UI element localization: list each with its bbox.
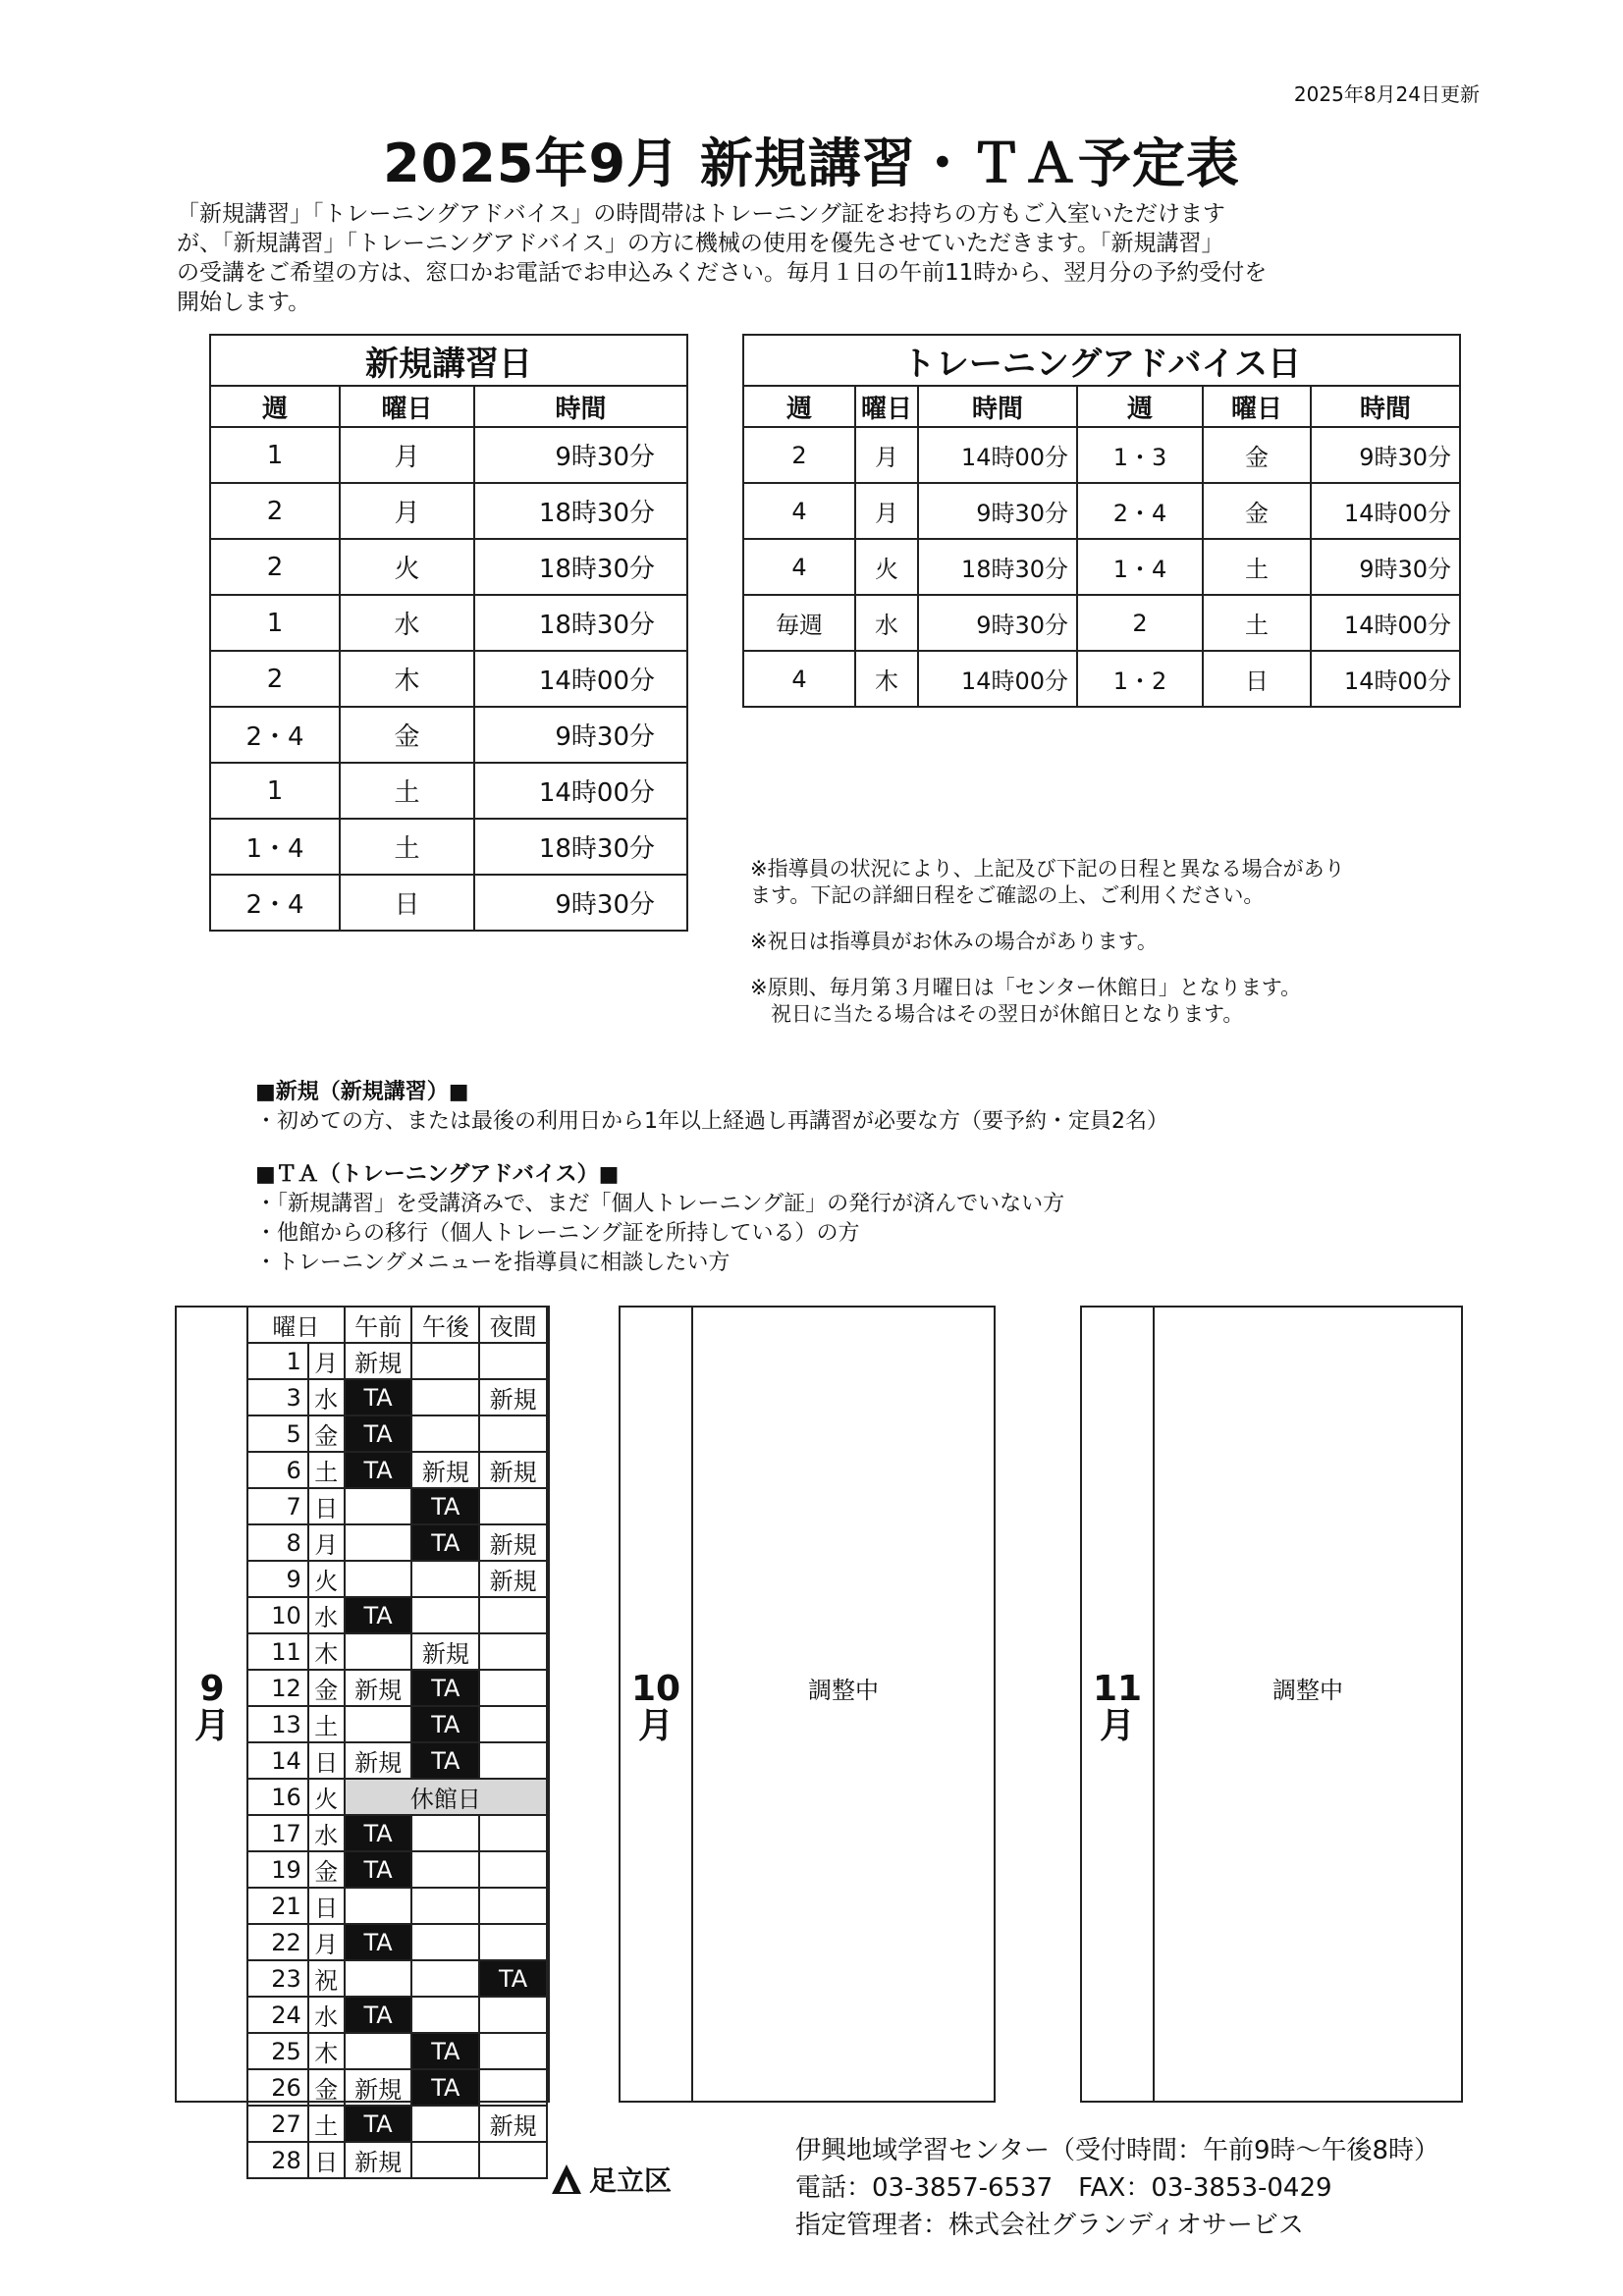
intro-line: の受講をご希望の方は、窓口かお電話でお申込みください。毎月１日の午前11時から、翌月分の予約受付を xyxy=(177,260,1268,286)
notes xyxy=(750,856,1345,1047)
weekday-cell: 金 xyxy=(1203,427,1311,483)
calendar-row xyxy=(247,2142,547,2178)
calendar-row xyxy=(247,1597,547,1633)
weekday-cell: 日 xyxy=(308,1888,345,1924)
week-cell: 2・4 xyxy=(210,875,340,931)
month-label-october xyxy=(621,1308,693,2101)
week-cell: 1 xyxy=(210,427,340,483)
day-cell: 1 xyxy=(247,1343,308,1379)
day-cell: 7 xyxy=(247,1488,308,1524)
ta-item: ・「新規講習」を受講済みで、まだ「個人トレーニング証」の発行が済んでいない方 xyxy=(255,1192,1065,1216)
weekday-cell: 火 xyxy=(855,539,918,595)
day-cell: 6 xyxy=(247,1452,308,1488)
day-cell: 8 xyxy=(247,1524,308,1561)
afternoon-cell: TA xyxy=(411,1706,479,1742)
header-time: 時間 xyxy=(918,386,1077,427)
time-cell: 18時30分 xyxy=(474,539,687,595)
calendar-row xyxy=(247,1452,547,1488)
night-cell: 新規 xyxy=(479,1524,547,1561)
month-label-text: 11 月 xyxy=(1092,1669,1143,1746)
day-cell: 25 xyxy=(247,2033,308,2069)
table-row xyxy=(743,427,1460,483)
time-cell: 14時00分 xyxy=(918,651,1077,707)
weekday-cell: 土 xyxy=(308,1452,345,1488)
afternoon-cell: TA xyxy=(411,2033,479,2069)
calendar-row xyxy=(247,1997,547,2033)
morning-cell: 新規 xyxy=(345,2142,412,2178)
weekday-cell: 日 xyxy=(308,1742,345,1779)
page-title: 2025年9月 新規講習・ＴＡ予定表 xyxy=(383,133,1240,194)
morning-cell: TA xyxy=(345,1415,412,1452)
morning-cell: TA xyxy=(345,1379,412,1415)
weekday-cell: 祝 xyxy=(308,1960,345,1997)
night-cell xyxy=(479,1670,547,1706)
day-cell: 16 xyxy=(247,1779,308,1815)
weekday-cell: 土 xyxy=(308,2106,345,2142)
header-weekday: 曜日 xyxy=(1203,386,1311,427)
week-cell: 2 xyxy=(210,651,340,707)
morning-cell xyxy=(345,1561,412,1597)
time-cell: 14時00分 xyxy=(474,763,687,819)
night-cell: 新規 xyxy=(479,1452,547,1488)
weekday-cell: 月 xyxy=(308,1524,345,1561)
logo-text: 足立区 xyxy=(589,2164,673,2197)
header-weekday: 曜日 xyxy=(340,386,474,427)
footer-info xyxy=(795,2132,1439,2244)
new-item: ・初めての方、または最後の利用日から1年以上経過し再講習が必要な方（要予約・定員2名） xyxy=(255,1109,1168,1134)
afternoon-cell xyxy=(411,1597,479,1633)
weekday-cell: 火 xyxy=(340,539,474,595)
afternoon-cell xyxy=(411,1343,479,1379)
time-cell: 14時00分 xyxy=(918,427,1077,483)
calendar-row xyxy=(247,1742,547,1779)
weekday-cell: 水 xyxy=(855,595,918,651)
adachi-mark-icon xyxy=(550,2163,583,2196)
october-status: 調整中 xyxy=(808,1677,879,1704)
afternoon-cell: TA xyxy=(411,1670,479,1706)
header-weekday: 曜日 xyxy=(855,386,918,427)
afternoon-cell xyxy=(411,1924,479,1960)
morning-cell xyxy=(345,1888,412,1924)
weekday-cell: 土 xyxy=(340,763,474,819)
note-line: ※指導員の状況により、上記及び下記の日程と異なる場合があり xyxy=(750,857,1345,881)
weekday-cell: 火 xyxy=(308,1561,345,1597)
time-cell: 18時30分 xyxy=(474,483,687,539)
ta-heading: ■ＴＡ（トレーニングアドバイス）■ xyxy=(255,1162,620,1187)
day-cell: 10 xyxy=(247,1597,308,1633)
week-cell: 1・2 xyxy=(1077,651,1203,707)
night-cell: 新規 xyxy=(479,1561,547,1597)
weekday-cell: 水 xyxy=(308,1997,345,2033)
weekday-cell: 月 xyxy=(855,483,918,539)
night-cell xyxy=(479,1815,547,1851)
table-row xyxy=(743,539,1460,595)
september-schedule-table xyxy=(246,1306,548,2179)
calendar-row xyxy=(247,1633,547,1670)
table-row xyxy=(210,427,687,483)
table-row xyxy=(743,595,1460,651)
morning-cell xyxy=(345,1524,412,1561)
day-cell: 21 xyxy=(247,1888,308,1924)
adachi-logo xyxy=(550,2160,672,2199)
time-cell: 18時30分 xyxy=(918,539,1077,595)
afternoon-cell: TA xyxy=(411,1488,479,1524)
night-cell xyxy=(479,1488,547,1524)
afternoon-cell xyxy=(411,1415,479,1452)
updated-date: 2025年8月24日更新 xyxy=(1293,82,1480,106)
header-weekday: 曜日 xyxy=(247,1307,345,1343)
intro-text xyxy=(177,199,1453,317)
october-calendar xyxy=(619,1306,996,2103)
time-cell: 14時00分 xyxy=(474,651,687,707)
calendar-row xyxy=(247,2033,547,2069)
afternoon-cell xyxy=(411,2106,479,2142)
morning-cell xyxy=(345,1706,412,1742)
month-label-text: 10 月 xyxy=(630,1669,681,1746)
time-cell: 9時30分 xyxy=(1311,427,1460,483)
note xyxy=(750,975,1345,1028)
afternoon-cell: 新規 xyxy=(411,1633,479,1670)
month-label-november xyxy=(1082,1308,1155,2101)
closed-cell: 休館日 xyxy=(345,1779,547,1815)
weekday-cell: 土 xyxy=(308,1706,345,1742)
footer-line: 伊興地域学習センター（受付時間：午前9時～午後8時） xyxy=(795,2136,1440,2165)
afternoon-cell xyxy=(411,1815,479,1851)
night-cell xyxy=(479,2069,547,2106)
weekday-cell: 金 xyxy=(308,1415,345,1452)
week-cell: 4 xyxy=(743,651,855,707)
header-morning: 午前 xyxy=(345,1307,412,1343)
day-cell: 14 xyxy=(247,1742,308,1779)
calendar-row xyxy=(247,1488,547,1524)
day-cell: 23 xyxy=(247,1960,308,1997)
time-cell: 14時00分 xyxy=(1311,483,1460,539)
table-row xyxy=(210,707,687,763)
calendar-row xyxy=(247,1343,547,1379)
afternoon-cell: TA xyxy=(411,2069,479,2106)
day-cell: 28 xyxy=(247,2142,308,2178)
weekday-cell: 日 xyxy=(308,2142,345,2178)
night-cell xyxy=(479,2033,547,2069)
note xyxy=(750,856,1345,909)
week-cell: 2 xyxy=(1077,595,1203,651)
morning-cell: TA xyxy=(345,1815,412,1851)
header-week: 週 xyxy=(210,386,340,427)
weekday-cell: 月 xyxy=(340,427,474,483)
november-status: 調整中 xyxy=(1272,1677,1343,1704)
week-cell: 1・4 xyxy=(210,819,340,875)
weekday-cell: 日 xyxy=(340,875,474,931)
intro-line: が、「新規講習」「トレーニングアドバイス」の方に機械の使用を優先させていただきます。「新規講習」 xyxy=(177,231,1224,256)
weekday-cell: 金 xyxy=(340,707,474,763)
day-cell: 22 xyxy=(247,1924,308,1960)
day-cell: 12 xyxy=(247,1670,308,1706)
time-cell: 9時30分 xyxy=(918,595,1077,651)
morning-cell xyxy=(345,1488,412,1524)
night-cell xyxy=(479,1415,547,1452)
weekday-cell: 水 xyxy=(308,1379,345,1415)
weekday-cell: 火 xyxy=(308,1779,345,1815)
header-time: 時間 xyxy=(474,386,687,427)
week-cell: 2 xyxy=(743,427,855,483)
new-heading: ■新規（新規講習）■ xyxy=(255,1080,469,1104)
morning-cell: 新規 xyxy=(345,1343,412,1379)
november-calendar xyxy=(1080,1306,1463,2103)
night-cell xyxy=(479,1597,547,1633)
intro-line: 「新規講習」「トレーニングアドバイス」の時間帯はトレーニング証をお持ちの方もご入室いただけます xyxy=(177,201,1225,227)
week-cell: 2 xyxy=(210,483,340,539)
ta-item: ・他館からの移行（個人トレーニング証を所持している）の方 xyxy=(255,1221,860,1246)
week-cell: 1 xyxy=(210,763,340,819)
header-afternoon: 午後 xyxy=(411,1307,479,1343)
night-cell xyxy=(479,1343,547,1379)
calendar-row xyxy=(247,2069,547,2106)
week-cell: 毎週 xyxy=(743,595,855,651)
weekday-cell: 金 xyxy=(1203,483,1311,539)
day-cell: 17 xyxy=(247,1815,308,1851)
morning-cell: TA xyxy=(345,1452,412,1488)
morning-cell: 新規 xyxy=(345,1670,412,1706)
weekday-cell: 木 xyxy=(308,2033,345,2069)
ta-item: ・トレーニングメニューを指導員に相談したい方 xyxy=(255,1251,730,1275)
week-cell: 2・4 xyxy=(1077,483,1203,539)
weekday-cell: 日 xyxy=(1203,651,1311,707)
header-week: 週 xyxy=(1077,386,1203,427)
weekday-cell: 月 xyxy=(855,427,918,483)
table-row xyxy=(210,819,687,875)
afternoon-cell: 新規 xyxy=(411,1452,479,1488)
time-cell: 9時30分 xyxy=(474,707,687,763)
time-cell: 9時30分 xyxy=(918,483,1077,539)
header-time: 時間 xyxy=(1311,386,1460,427)
time-cell: 14時00分 xyxy=(1311,651,1460,707)
weekday-cell: 日 xyxy=(308,1488,345,1524)
weekday-cell: 月 xyxy=(308,1343,345,1379)
week-cell: 4 xyxy=(743,483,855,539)
morning-cell: TA xyxy=(345,1997,412,2033)
week-cell: 2・4 xyxy=(210,707,340,763)
afternoon-cell: TA xyxy=(411,1742,479,1779)
week-cell: 1・3 xyxy=(1077,427,1203,483)
night-cell xyxy=(479,1742,547,1779)
day-cell: 11 xyxy=(247,1633,308,1670)
week-cell: 2 xyxy=(210,539,340,595)
day-cell: 9 xyxy=(247,1561,308,1597)
month-label-text: 9 月 xyxy=(193,1669,230,1746)
calendar-row xyxy=(247,1561,547,1597)
afternoon-cell xyxy=(411,1997,479,2033)
night-cell xyxy=(479,1706,547,1742)
day-cell: 13 xyxy=(247,1706,308,1742)
night-cell xyxy=(479,2142,547,2178)
time-cell: 18時30分 xyxy=(474,819,687,875)
weekday-cell: 金 xyxy=(308,1851,345,1888)
table-row xyxy=(210,763,687,819)
training-advice-table-caption: トレーニングアドバイス日 xyxy=(743,335,1460,386)
table-row xyxy=(210,651,687,707)
weekday-cell: 木 xyxy=(855,651,918,707)
table-row xyxy=(743,483,1460,539)
morning-cell: 新規 xyxy=(345,2069,412,2106)
day-cell: 3 xyxy=(247,1379,308,1415)
afternoon-cell xyxy=(411,1888,479,1924)
weekday-cell: 金 xyxy=(308,1670,345,1706)
morning-cell: 新規 xyxy=(345,1742,412,1779)
intro-line: 開始します。 xyxy=(177,290,311,315)
calendar-row xyxy=(247,1851,547,1888)
time-cell: 18時30分 xyxy=(474,595,687,651)
day-cell: 19 xyxy=(247,1851,308,1888)
calendar-row xyxy=(247,1379,547,1415)
calendar-row xyxy=(247,1415,547,1452)
day-cell: 27 xyxy=(247,2106,308,2142)
morning-cell: TA xyxy=(345,1924,412,1960)
night-cell xyxy=(479,1888,547,1924)
calendar-row xyxy=(247,1924,547,1960)
definitions xyxy=(255,1078,1168,1278)
night-cell xyxy=(479,1633,547,1670)
weekday-cell: 金 xyxy=(308,2069,345,2106)
time-cell: 14時00分 xyxy=(1311,595,1460,651)
footer-line: 指定管理者：株式会社グランディオサービス xyxy=(795,2211,1304,2240)
weekday-cell: 月 xyxy=(308,1924,345,1960)
week-cell: 1・4 xyxy=(1077,539,1203,595)
day-cell: 5 xyxy=(247,1415,308,1452)
weekday-cell: 水 xyxy=(308,1597,345,1633)
week-cell: 1 xyxy=(210,595,340,651)
table-row xyxy=(210,483,687,539)
calendar-row xyxy=(247,1960,547,1997)
calendar-row xyxy=(247,1524,547,1561)
afternoon-cell xyxy=(411,1960,479,1997)
afternoon-cell: TA xyxy=(411,1524,479,1561)
morning-cell: TA xyxy=(345,2106,412,2142)
table-row xyxy=(210,875,687,931)
table-row xyxy=(743,651,1460,707)
table-row xyxy=(210,539,687,595)
weekday-cell: 木 xyxy=(340,651,474,707)
note-line: ます。下記の詳細日程をご確認の上、ご利用ください。 xyxy=(750,883,1265,907)
training-advice-table xyxy=(742,334,1461,708)
weekday-cell: 月 xyxy=(340,483,474,539)
weekday-cell: 水 xyxy=(340,595,474,651)
afternoon-cell xyxy=(411,1561,479,1597)
afternoon-cell xyxy=(411,1379,479,1415)
calendar-row xyxy=(247,1815,547,1851)
night-cell: 新規 xyxy=(479,2106,547,2142)
time-cell: 9時30分 xyxy=(474,427,687,483)
weekday-cell: 水 xyxy=(308,1815,345,1851)
day-cell: 26 xyxy=(247,2069,308,2106)
september-calendar xyxy=(175,1306,550,2176)
day-cell: 24 xyxy=(247,1997,308,2033)
night-cell: TA xyxy=(479,1960,547,1997)
weekday-cell: 土 xyxy=(340,819,474,875)
calendar-row xyxy=(247,1670,547,1706)
time-cell: 9時30分 xyxy=(1311,539,1460,595)
calendar-row xyxy=(247,2106,547,2142)
afternoon-cell xyxy=(411,1851,479,1888)
note-line: ※原則、毎月第３月曜日は「センター休館日」となります。 xyxy=(750,976,1302,999)
night-cell: 新規 xyxy=(479,1379,547,1415)
morning-cell xyxy=(345,2033,412,2069)
table-row xyxy=(210,595,687,651)
weekday-cell: 木 xyxy=(308,1633,345,1670)
note xyxy=(750,929,1345,955)
new-course-table-caption: 新規講習日 xyxy=(210,335,687,386)
morning-cell: TA xyxy=(345,1851,412,1888)
night-cell xyxy=(479,1851,547,1888)
morning-cell xyxy=(345,1960,412,1997)
night-cell xyxy=(479,1997,547,2033)
time-cell: 9時30分 xyxy=(474,875,687,931)
note-line: 祝日に当たる場合はその翌日が休館日となります。 xyxy=(750,1002,1244,1026)
calendar-row xyxy=(247,1779,547,1815)
afternoon-cell xyxy=(411,2142,479,2178)
footer-line: 電話：03-3857-6537 FAX：03-3853-0429 xyxy=(795,2173,1332,2203)
note-line: ※祝日は指導員がお休みの場合があります。 xyxy=(750,930,1158,953)
morning-cell: TA xyxy=(345,1597,412,1633)
night-cell xyxy=(479,1924,547,1960)
morning-cell xyxy=(345,1633,412,1670)
weekday-cell: 土 xyxy=(1203,539,1311,595)
weekday-cell: 土 xyxy=(1203,595,1311,651)
header-week: 週 xyxy=(743,386,855,427)
week-cell: 4 xyxy=(743,539,855,595)
new-course-table xyxy=(209,334,688,932)
calendar-row xyxy=(247,1706,547,1742)
header-night: 夜間 xyxy=(479,1307,547,1343)
calendar-row xyxy=(247,1888,547,1924)
month-label-september xyxy=(177,1308,247,2101)
